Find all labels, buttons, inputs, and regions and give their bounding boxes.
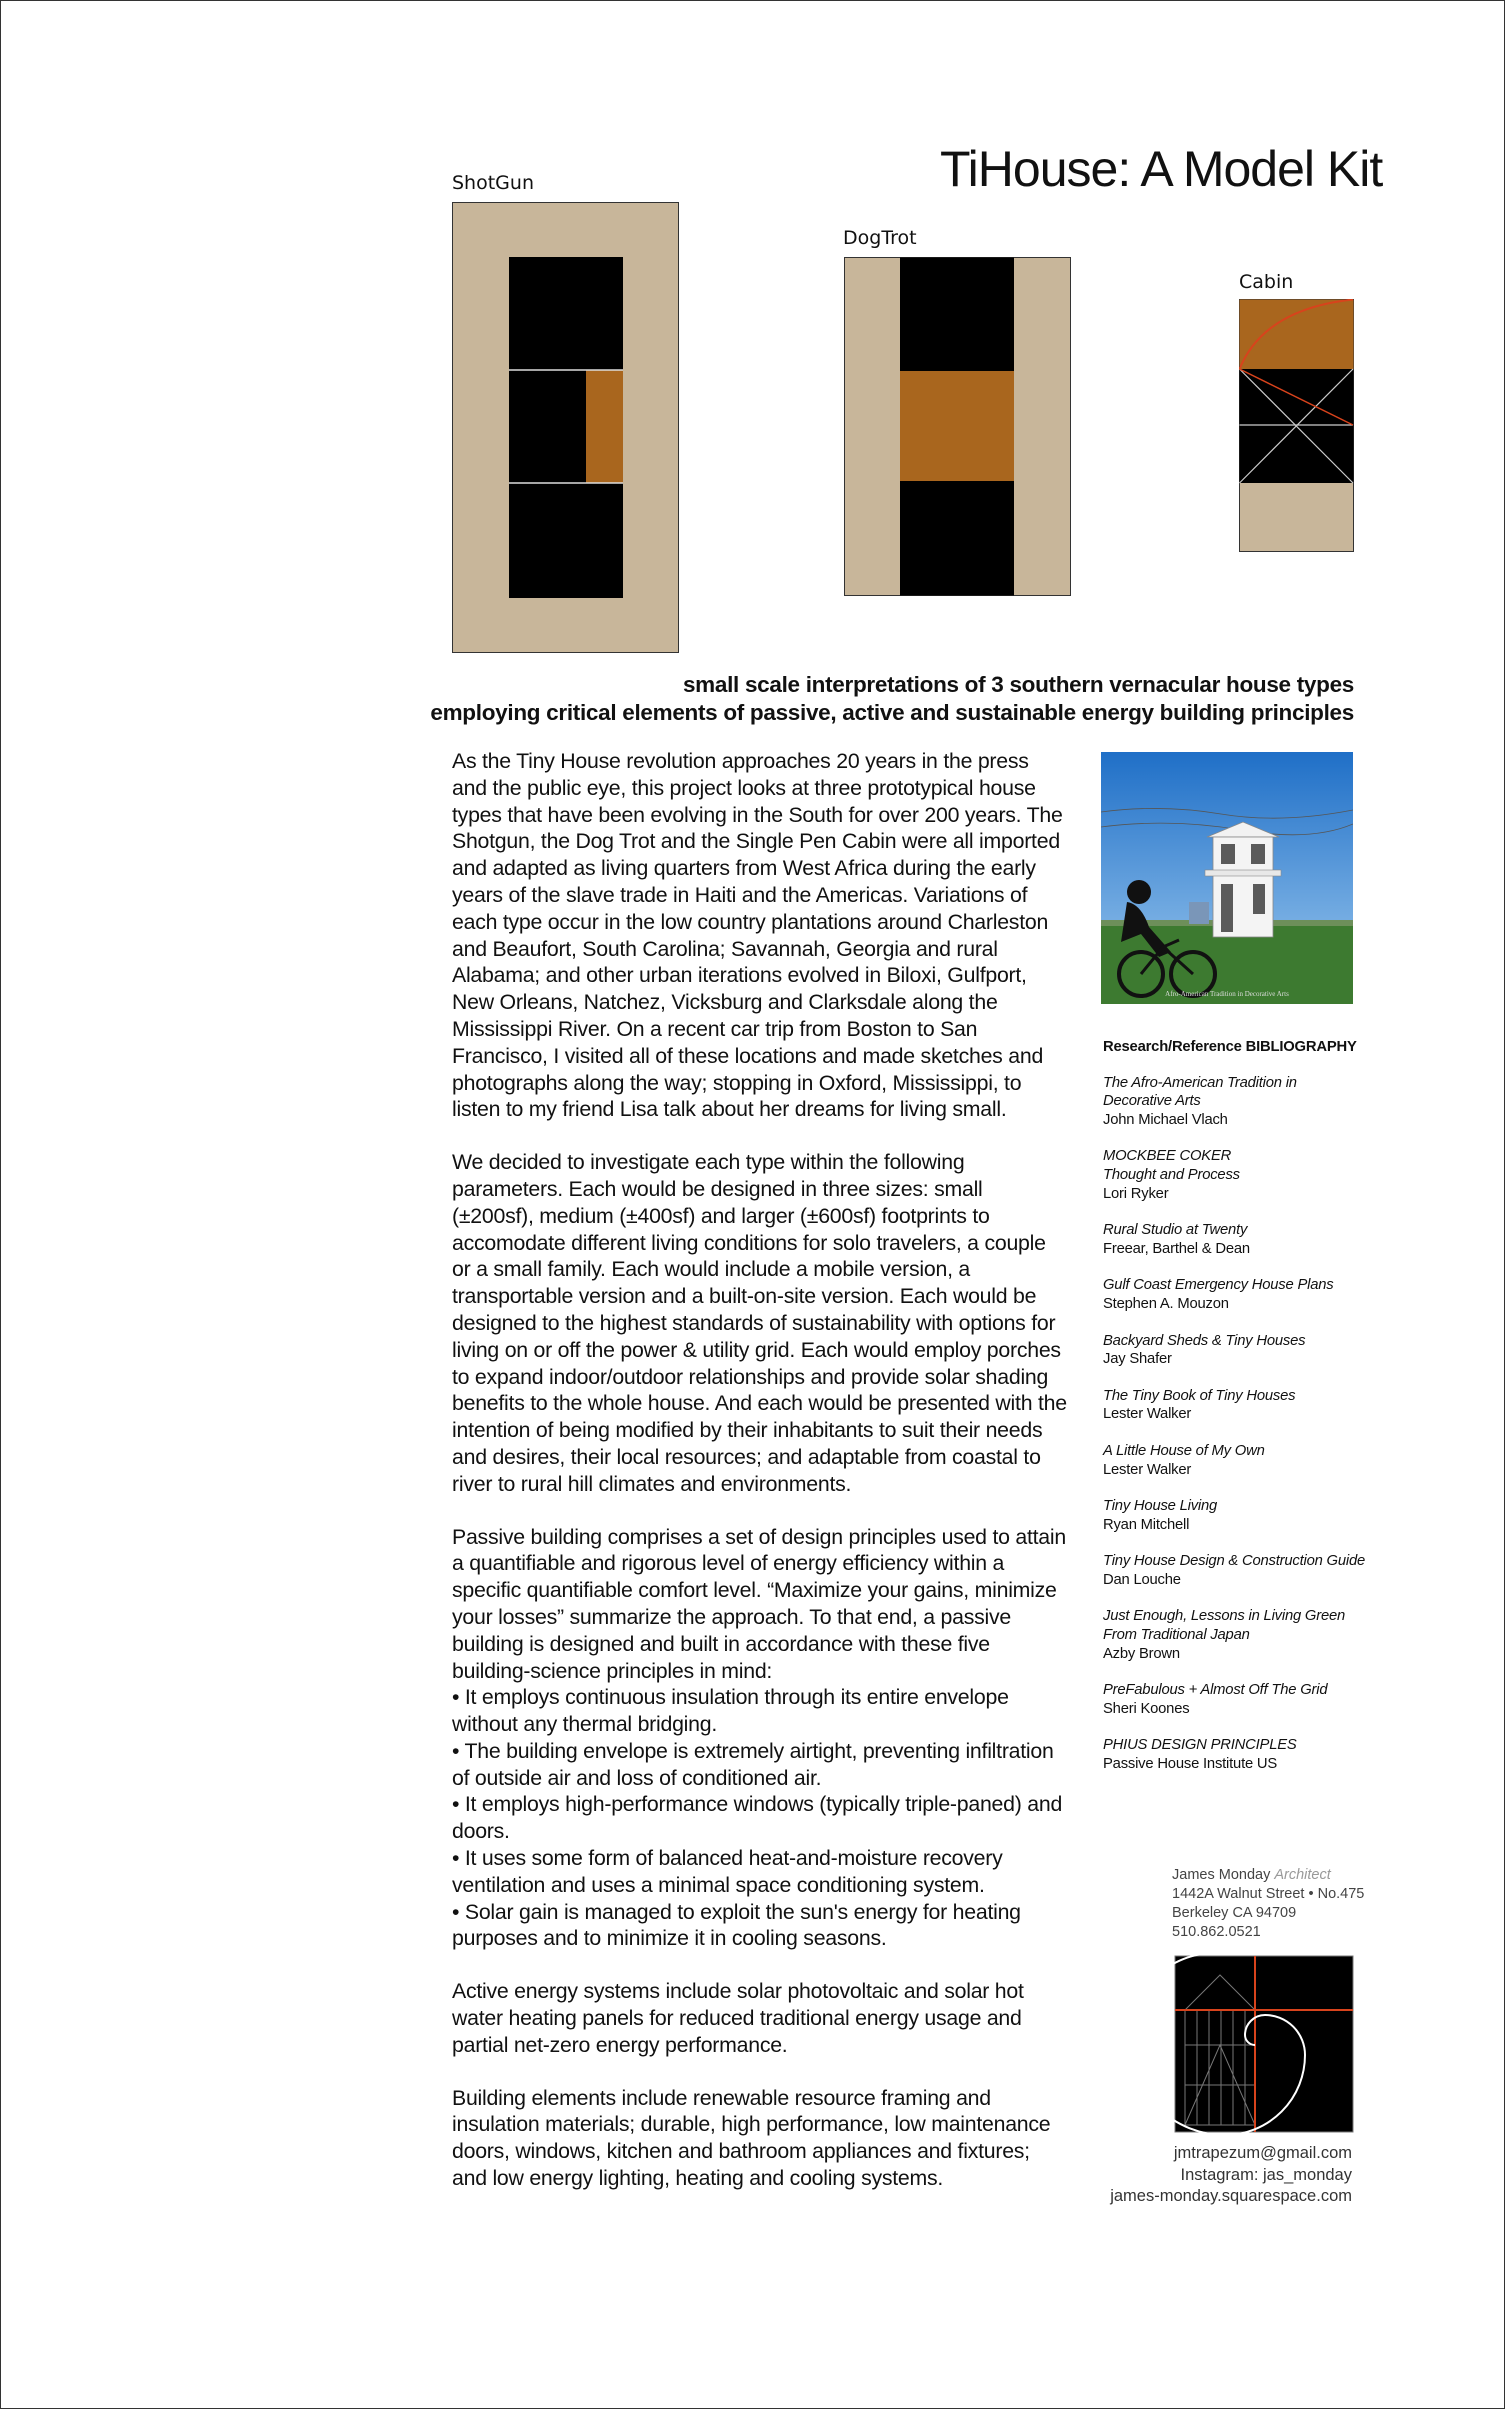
distant-building [1189,902,1209,924]
contact-block [1172,1866,1364,1942]
book-title: Backyard Sheds & Tiny Houses [1103,1332,1306,1349]
book-title: MOCKBEE COKER Thought and Process [1103,1148,1240,1183]
book-title: PHIUS DESIGN PRINCIPLES [1103,1737,1297,1754]
dogtrot-plan-diagram [844,257,1072,597]
book-title: Tiny House Living [1103,1498,1218,1515]
shotgun-plan-diagram [452,202,680,654]
contact-name: James Monday [1172,1867,1271,1883]
book-title: Just Enough, Lessons in Living Green From Traditional Japan [1103,1608,1346,1644]
bibliography-entry [1103,1736,1403,1773]
house-porch-roof [1205,870,1281,876]
label-cabin: Cabin [1239,271,1294,293]
body-text [452,748,1067,2218]
passive-bullet: • The building envelope is extremely airtight, preventing infiltration of outside air and loss of conditioned air. [452,1738,1054,1790]
shotgun-core [586,370,623,483]
passive-bullet: • It employs continuous insulation through its entire envelope without any thermal bridging. [452,1685,1009,1737]
contact-email[interactable]: jmtrapezum@gmail.com [1173,2144,1352,2162]
house-window [1251,844,1265,864]
contact-website[interactable]: james-monday.squarespace.com [1110,2187,1352,2205]
book-title: Tiny House Design & Construction Guide [1103,1553,1366,1570]
paragraph-elements: Building elements include renewable resource framing and insulation materials; durable, high performance, low maintenance doors, windows, kitchen and bathroom appliances and fixtures; and low energy lighting, heating and cooling systems. [452,2085,1051,2191]
dogtrot-breezeway [900,371,1014,481]
web-contact [1110,2143,1352,2208]
logo-square [1175,1956,1353,2132]
book-author: Ryan Mitchell [1103,1516,1190,1533]
passive-bullet: • It employs high-performance windows (typically triple-paned) and doors. [452,1792,1063,1844]
bibliography-entry [1103,1387,1403,1424]
contact-instagram[interactable]: Instagram: jas_monday [1180,2165,1352,2184]
bibliography-entry [1103,1552,1403,1589]
bibliography-heading: Research/Reference BIBLIOGRAPHY [1103,1039,1357,1055]
book-author: Lester Walker [1103,1406,1192,1423]
passive-bullet: • It uses some form of balanced heat-and-moisture recovery ventilation and uses a minimal space conditioning system. [452,1846,1003,1897]
contact-phone: 510.862.0521 [1172,1924,1261,1940]
paragraph-active: Active energy systems include solar photovoltaic and solar hot water heating panels for reduced traditional energy usage and partial net-zero energy performance. [452,1979,1024,2057]
bibliography-entry [1103,1442,1403,1479]
bibliography-entry [1103,1681,1403,1718]
label-shotgun: ShotGun [452,172,534,194]
book-title: The Tiny Book of Tiny Houses [1103,1387,1296,1404]
house-door [1221,884,1233,932]
cabin-porch [1240,300,1354,370]
contact-name-line [1172,1866,1364,1885]
book-author: Freear, Barthel & Dean [1103,1240,1250,1257]
book-title: PreFabulous + Almost Off The Grid [1103,1682,1328,1699]
paragraph-history: As the Tiny House revolution approaches 20 years in the press and the public eye, this project looks at three prototypical house types that have been evolving in the South for over 200 years. The Shotgun, the Dog Trot and the Single Pen Cabin were all imported and adapted as living quarters from West Africa during the early years of the slave trade in Haiti and the Americas. Variations of each type occur in the low country plantations around Charleston and Beaufort, South Carolina; Savannah, Georgia and rural Alabama; and other urban iterations evolved in Biloxi, Gulfport, New Orleans, Natchez, Vicksburg and Clarksdale along the Mississippi River. On a recent car trip from Boston to San Francisco, I visited all of these locations and made sketches and photographs along the way; stopping in Oxford, Mississippi, to listen to my friend Lisa talk about her dreams for living small. [452,749,1063,1122]
book-title: The Afro-American Tradition in Decorative Arts [1103,1074,1297,1110]
book-cover-photo [1101,752,1353,1004]
book-author: Azby Brown [1103,1645,1180,1662]
label-dogtrot: DogTrot [843,227,917,249]
bibliography [1103,1038,1403,1792]
book-author: Lester Walker [1103,1461,1192,1478]
bibliography-entry [1103,1497,1403,1534]
book-author: John Michael Vlach [1103,1111,1228,1128]
house-window [1253,884,1265,914]
cyclist-head [1127,880,1151,904]
book-title: A Little House of My Own [1103,1442,1265,1459]
subtitle-line-2: employing critical elements of passive, active and sustainable energy building principles [430,700,1354,725]
passive-intro: Passive building comprises a set of design principles used to attain a quantifiable and rigorous level of energy efficiency within a specific quantifiable comfort level. “Maximize your gains, minimize your losses” summarize the approach. To that end, a passive building is designed and built in accordance with these five building-science principles in mind: [452,1524,1066,1683]
book-author: Sheri Koones [1103,1700,1190,1717]
bibliography-entry [1103,1276,1403,1313]
book-author: Passive House Institute US [1103,1756,1278,1773]
book-author: Dan Louche [1103,1571,1181,1588]
bibliography-entry [1103,1221,1403,1258]
architect-logo [1125,1955,1355,2140]
photo-caption: Afro-American Tradition in Decorative Arts [1165,990,1289,998]
contact-role: Architect [1274,1867,1331,1883]
bibliography-entry [1103,1147,1403,1203]
contact-street: 1442A Walnut Street • No.475 [1172,1886,1365,1902]
bibliography-entry [1103,1607,1403,1663]
book-author: Lori Ryker [1103,1185,1169,1202]
book-title: Gulf Coast Emergency House Plans [1103,1277,1334,1294]
bibliography-entry [1103,1074,1403,1130]
subtitle-line-1: small scale interpretations of 3 southern vernacular house types [682,672,1354,697]
bibliography-entry [1103,1332,1403,1369]
cabin-plan-diagram [1239,299,1355,553]
paragraph-passive [452,1524,1067,1953]
book-author: Jay Shafer [1103,1351,1172,1368]
house-window [1221,844,1235,864]
book-title: Rural Studio at Twenty [1103,1222,1248,1239]
paragraph-parameters: We decided to investigate each type within the following parameters. Each would be designed in three sizes: small (±200sf), medium (±400sf) and larger (±600sf) footprints to accomodate different living conditions for solo travelers, a couple or a small family. Each would include a mobile version, a transportable version and a built-on-site version. Each would be designed to the highest standards of sustainability with options for living on or off the power & utility grid. Each would employ porches to expand indoor/outdoor relationships and provide solar shading benefits to the whole house. And each would be presented with the intention of being modified by their inhabitants to suit their needs and desires, their local resources; and adaptable from coastal to river to rural hill climates and environments. [452,1150,1067,1496]
page-title: TiHouse: A Model Kit [940,141,1383,197]
contact-city: Berkeley CA 94709 [1172,1905,1297,1921]
book-author: Stephen A. Mouzon [1103,1295,1229,1312]
passive-bullet: • Solar gain is managed to exploit the sun's energy for heating purposes and to minimize it in cooling seasons. [452,1899,1021,1951]
